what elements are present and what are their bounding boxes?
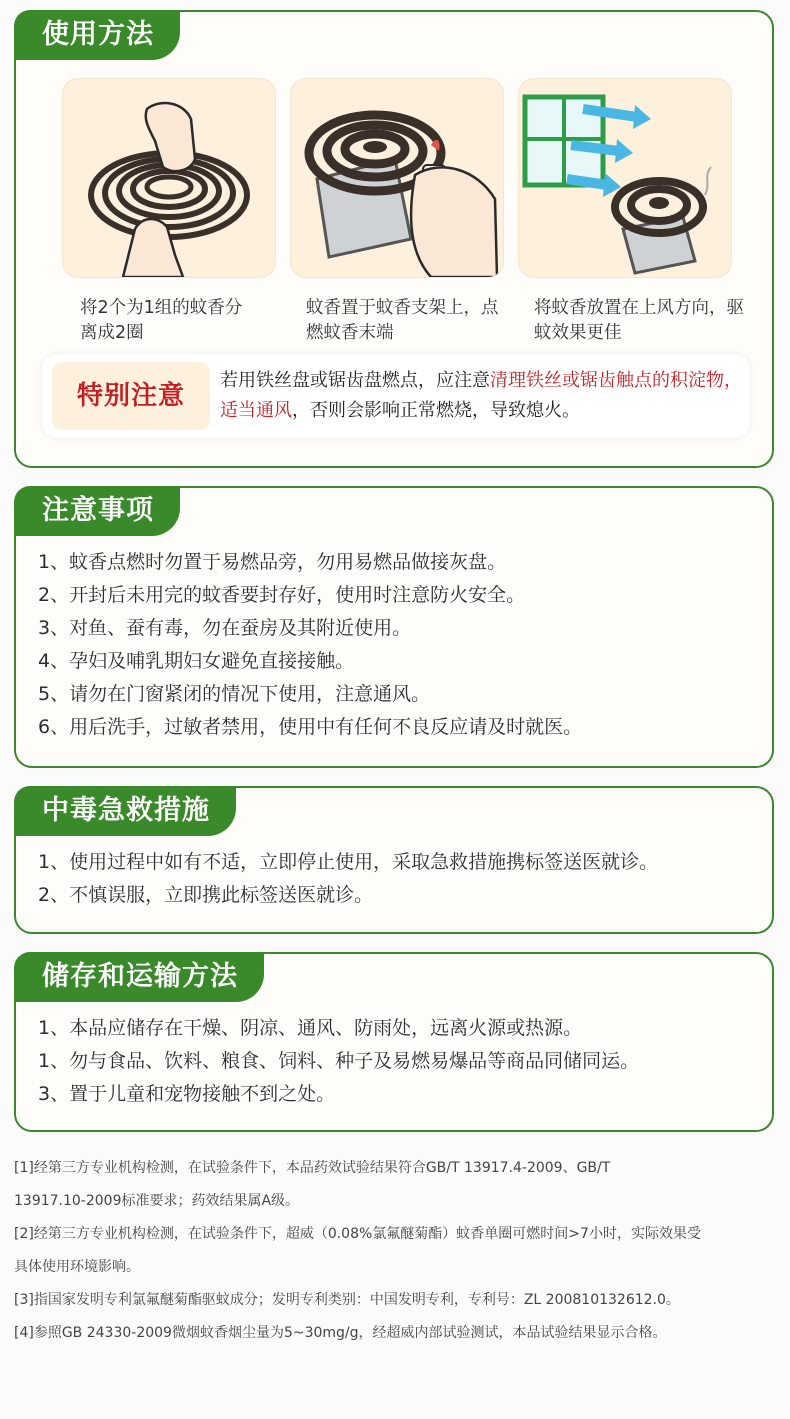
- coil-lighting-illustration: [291, 79, 503, 277]
- coil-separating-illustration: [63, 79, 275, 277]
- precautions-card: [14, 486, 774, 768]
- list-item: 1、本品应储存在干燥、阴凉、通风、防雨处，远离火源或热源。: [38, 1017, 583, 1039]
- first-aid-title: 中毒急救措施: [14, 786, 236, 836]
- notice-text: [220, 366, 746, 426]
- list-item: 1、使用过程中如有不适，立即停止使用，采取急救措施携标签送医就诊。: [38, 851, 659, 873]
- notice-text-b: ，否则会影响正常燃烧，导致熄火。: [292, 400, 580, 421]
- storage-list: [38, 1012, 639, 1111]
- list-item: 2、开封后未用完的蚊香要封存好，使用时注意防火安全。: [38, 584, 526, 606]
- list-item: 6、用后洗手，过敏者禁用，使用中有任何不良反应请及时就医。: [38, 716, 583, 738]
- list-item: 1、蚊香点燃时勿置于易燃品旁，勿用易燃品做接灰盘。: [38, 551, 507, 573]
- step-2-caption: 蚊香置于蚊香支架上，点燃蚊香末端: [306, 298, 499, 343]
- usage-card: [14, 10, 774, 468]
- footnote-line: [1]经第三方专业机构检测，在试验条件下，本品药效试验结果符合GB/T 13917.4-2009、GB/T: [14, 1160, 611, 1176]
- list-item: 3、置于儿童和宠物接触不到之处。: [38, 1083, 336, 1105]
- storage-card: [14, 952, 774, 1132]
- storage-title: 储存和运输方法: [14, 952, 264, 1002]
- first-aid-list: [38, 846, 658, 912]
- step-2-illustration: [290, 78, 504, 278]
- footnotes: [14, 1152, 778, 1350]
- precautions-list: [38, 546, 582, 744]
- coil-upwind-illustration: [519, 79, 731, 277]
- step-1-caption: 将2个为1组的蚊香分离成2圈: [80, 298, 243, 343]
- step-1-illustration: [62, 78, 276, 278]
- step-3-illustration: [518, 78, 732, 278]
- list-item: 3、对鱼、蚕有毒，勿在蚕房及其附近使用。: [38, 617, 412, 639]
- precautions-title: 注意事项: [14, 486, 180, 536]
- notice-badge: 特别注意: [52, 362, 210, 430]
- footnote-line: [3]指国家发明专利氯氟醚菊酯驱蚊成分；发明专利类别：中国发明专利，专利号：ZL 200810132612.0。: [14, 1292, 680, 1308]
- list-item: 1、勿与食品、饮料、粮食、饲料、种子及易燃易爆品等商品同储同运。: [38, 1050, 640, 1072]
- notice-text-highlight: 清理铁丝或锯齿触点的积淀物，适当通风: [220, 370, 742, 421]
- list-item: 5、请勿在门窗紧闭的情况下使用，注意通风。: [38, 683, 431, 705]
- list-item: 4、孕妇及哺乳期妇女避免直接接触。: [38, 650, 355, 672]
- usage-steps: [62, 78, 744, 343]
- step-3-caption: 将蚊香放置在上风方向，驱蚊效果更佳: [534, 298, 744, 343]
- footnote-line: [4]参照GB 24330-2009微烟蚊香烟尘量为5~30mg/g，经超威内部试验测试，本品试验结果显示合格。: [14, 1325, 667, 1341]
- usage-title: 使用方法: [14, 10, 180, 60]
- footnote-line: 具体使用环境影响。: [14, 1259, 140, 1275]
- footnote-line: 13917.10-2009标准要求；药效结果属A级。: [14, 1193, 300, 1209]
- footnote-line: [2]经第三方专业机构检测，在试验条件下，超威（0.08%氯氟醚菊酯）蚊香单圈可燃时间>7小时，实际效果受: [14, 1226, 701, 1242]
- special-notice: [42, 354, 750, 438]
- first-aid-card: [14, 786, 774, 934]
- notice-text-a: 若用铁丝盘或锯齿盘燃点，应注意: [220, 370, 490, 391]
- list-item: 2、不慎误服，立即携此标签送医就诊。: [38, 884, 374, 906]
